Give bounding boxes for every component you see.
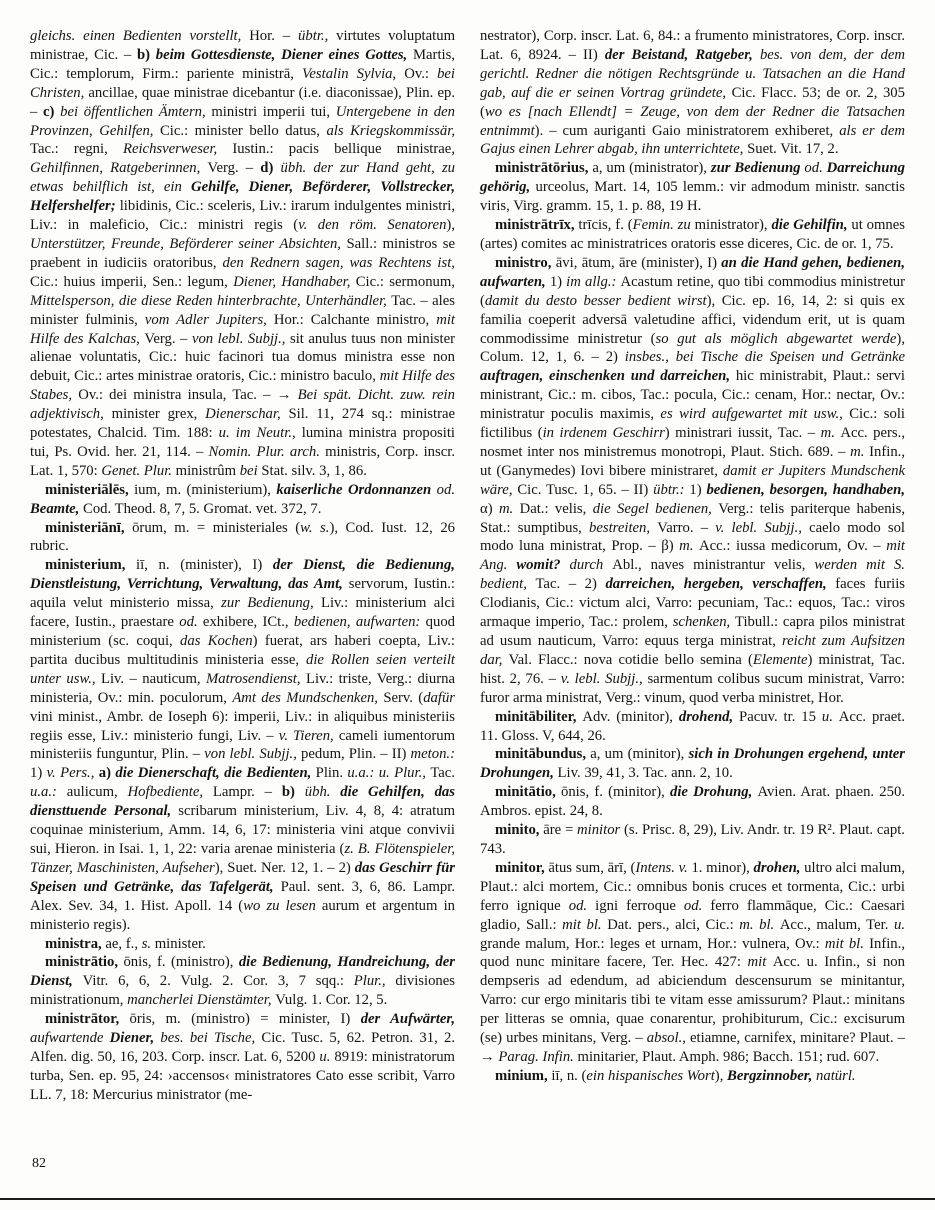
entry-text-segment: Diener, Handhaber, xyxy=(233,273,356,290)
entry-text-segment: schenken, xyxy=(672,614,735,631)
entry-text-segment: Verg. – xyxy=(207,160,261,177)
entry-text-segment: 1) xyxy=(689,481,707,498)
entry-text-segment: ministris, Corp. inscr. Lat. 1, 570: xyxy=(30,443,456,479)
entry-text-segment: urceolus, Mart. 14, 105 lemm.: vir admodum ministr. sanctis viris, Virg. gramm. 15, 1. p. 88, 19 H. xyxy=(480,179,905,215)
entry-text-segment: zur Bedienung xyxy=(710,160,805,177)
entry-text-segment: Cod. Theod. 8, 7, 5. Gromat. vet. 372, 7. xyxy=(83,500,322,517)
entry-text-segment: ein hispanisches Wort xyxy=(586,1067,715,1084)
entry-text-segment: Amt des Mundschenken, xyxy=(232,689,384,706)
entry-text-segment: Tac. – ales minister fulminis, xyxy=(30,292,455,328)
entry-text-segment: aulicum, xyxy=(66,784,128,801)
entry-text-segment: faces furiis Clodianis, Cic.: victum alci, Varro: pecuniam, Tac.: equos, Tac.: viros armaque imperio, Tac.: prolem, xyxy=(480,576,906,631)
entry-text-segment: übh. xyxy=(304,784,341,801)
entry-text-segment: die Dienerschaft, die Bedienten, xyxy=(115,765,316,782)
entry-text-segment: ancillae, quae ministrae dicebantur (i.e. diaconissae), Plin. ep. – xyxy=(30,84,455,120)
entry-text-segment: od. xyxy=(568,897,596,914)
entry-text-segment: u. xyxy=(893,916,905,933)
entry-text-segment: Tac.: regni, xyxy=(30,141,123,158)
entry-text-segment: ferro flammāque, Cic.: Caesari gladio, Sall.: xyxy=(480,897,906,933)
entry-text-segment: Genet. Plur. xyxy=(101,462,176,479)
entry-text-segment: Dienerschar, xyxy=(205,406,289,423)
entry-text-segment: der Dienst, die Bedienung, Dienstleistung, Verrichtung, Verwaltung, das Amt, xyxy=(30,557,455,593)
entry-text-segment: Cic. Tusc. 5, 62. Petron. 31, 2. Alfen. dig. 50, 16, 203. Corp. inscr. Lat. 6, 5200 xyxy=(30,1030,456,1065)
entry-text-segment: v. Tieren, xyxy=(278,727,339,744)
entry-text-segment: das Geschirr für Speisen und Getränke, das Tafelgerät, xyxy=(30,859,455,895)
dictionary-entry xyxy=(480,27,905,159)
entry-text-segment: Vestalin Sylvia, xyxy=(302,65,405,82)
entry-text-segment: minitātio, xyxy=(495,784,561,801)
entry-text-segment: āre = xyxy=(543,822,577,839)
entry-text-segment: ministrator), xyxy=(694,217,772,234)
entry-text-segment: 1) xyxy=(549,273,567,290)
page-number: 82 xyxy=(32,1156,46,1171)
entry-text-segment: Adv. (minitor), xyxy=(582,708,679,725)
entry-text-segment: Diener, xyxy=(109,1030,161,1047)
entry-text-segment: Cic.: minister bello datus, xyxy=(160,122,327,139)
entry-text-segment: Abl., naves ministrantur velis, xyxy=(612,557,815,574)
entry-text-segment: Unterstützer, Freunde, Beförderer seiner Absichten, xyxy=(30,235,347,252)
entry-text-segment: Verg. – xyxy=(144,330,192,347)
entry-text-segment: sich in Drohungen ergehend, unter Drohungen, xyxy=(480,746,905,782)
entry-text-segment: Vulg. 1. Cor. 12, 5. xyxy=(275,992,388,1009)
entry-text-segment: trīcis, f. ( xyxy=(578,217,633,234)
entry-text-segment: m. xyxy=(498,500,520,517)
entry-text-segment: aufwartende xyxy=(30,1030,110,1047)
entry-text-segment: ) ministrat, Tac. hist. 2, 76. – xyxy=(480,651,906,687)
entry-text-segment: ), Cod. Iust. 12, 26 rubric. xyxy=(30,519,456,555)
entry-text-segment: od. xyxy=(179,614,203,631)
entry-text-segment: minitābundus, xyxy=(495,746,591,763)
entry-text-segment: Parag. Infin. xyxy=(498,1048,578,1065)
entry-text-segment: bes. von dem, der dem gerichtl. Redner die nötigen Rechtsgründe u. Tatsachen an die Hand gab, auf die er seinen Vortrag gründete, xyxy=(480,46,905,101)
entry-text-segment: Acc.: iussa medicorum, Ov. – xyxy=(699,538,887,555)
entry-text-segment: kaiserliche Ordonnanzen xyxy=(276,481,437,498)
entry-text-segment: a) xyxy=(98,765,116,782)
entry-text-segment: ministrātōrius, xyxy=(495,160,593,177)
entry-text-segment: Matrosendienst, xyxy=(206,670,306,687)
entry-text-segment: ātus sum, ārī, ( xyxy=(548,859,636,876)
entry-text-segment: Serv. ( xyxy=(383,689,424,706)
entry-text-segment: Liv.: ministerium alci facere, Iustin., praestare xyxy=(30,595,455,631)
entry-text-segment: die Segel bedienen, xyxy=(592,500,719,517)
entry-text-segment: vom Adler Jupiters, xyxy=(144,311,274,328)
entry-text-segment: Beamte, xyxy=(30,500,84,517)
entry-text-segment: so gut als möglich abgewartet werde xyxy=(655,330,897,347)
entry-text-segment: Acc. u. Infin., si non dempseris ad edendum, ad abiciendum descensurum se minitantur, Varro: cur ergo minitaris tibi te vitam esse amissurum? Plaut.: minitans per litteras se omnia, quae conarentur, prohibiturum, Cic.: excisurum (se) urbes minitans, Verg. – xyxy=(480,954,905,1047)
entry-text-segment: minitarier, Plaut. Amph. 986; Bacch. 151; rud. 607. xyxy=(577,1048,880,1065)
entry-text-segment: Femin. zu xyxy=(632,217,695,234)
dictionary-entry xyxy=(480,859,905,1067)
entry-text-segment: im allg.: xyxy=(566,273,621,290)
entry-text-segment: m. bl. xyxy=(739,916,780,933)
entry-text-segment: a, um (minitor), xyxy=(590,746,689,763)
entry-text-segment: sit anulus tuus non minister alienae voluntatis, Cic.: huic facinori tua domus ministra esse non debuit, Cic.: artes ministrae oratoris, Cic.: ministro baculo, xyxy=(30,330,455,385)
entry-text-segment: ōnis, f. (minitor), xyxy=(560,784,670,801)
entry-text-segment: Infin., ut (Ganymedes) Iovi bibere ministraret, xyxy=(480,443,906,479)
dictionary-entry xyxy=(480,708,905,746)
entry-text-segment: Stat. silv. 3, 1, 86. xyxy=(261,462,367,479)
entry-text-segment: an die Hand gehen, bedienen, aufwarten, xyxy=(480,254,905,290)
entry-text-segment: meton.: xyxy=(410,746,455,763)
entry-text-segment: beim Gottesdienste, Diener eines Gottes, xyxy=(155,46,413,63)
entry-text-segment: es wird aufgewartet mit usw., xyxy=(660,406,850,423)
dictionary-entry xyxy=(480,159,905,216)
dictionary-entry xyxy=(30,953,455,1010)
entry-text-segment: Verg.: telis pariterque habenis, Stat.: sumptibus, xyxy=(480,500,906,536)
dictionary-entry xyxy=(30,27,455,481)
entry-text-segment: Tac. – 2) xyxy=(535,576,606,593)
entry-text-segment: der Aufwärter, xyxy=(360,1011,455,1028)
entry-text-segment: Reichsverweser, xyxy=(122,141,233,158)
entry-text-segment: Liv.: triste, Verg.: diurna ministeria, Ov.: min. poculorum, xyxy=(30,670,455,706)
entry-text-segment: Ov.: xyxy=(404,65,438,82)
entry-text-segment: v. den röm. Senatoren xyxy=(298,217,447,234)
entry-text-segment: reicht zum Aufsitzen dar, xyxy=(480,633,905,668)
entry-text-segment: sarmentum colibus sucum ministrat, Varro: furor arma ministrat, Verg.: vinum, quod verba ministret, Hor. xyxy=(480,670,905,706)
entry-text-segment: w. s. xyxy=(300,519,330,536)
entry-text-segment: Val. Flacc.: nova cotidie bello semina ( xyxy=(508,651,753,668)
entry-text-segment: ), Cic. ep. 16, 14, 2: si quis ex familia coeperit adversā valetudine affici, videndum erit, ut is quam commodissime ministretur ( xyxy=(480,292,906,347)
entry-text-segment: ). – cum auriganti Gaio ministratorem exhiberet, xyxy=(534,122,840,139)
entry-text-segment: ōrum, m. = ministeriales ( xyxy=(132,519,301,536)
entry-text-segment: Ov.: dei ministra insula, Tac. – → xyxy=(78,387,298,404)
dictionary-entry xyxy=(480,821,905,859)
entry-text-segment: insbes., bei Tische die Speisen und Getränke xyxy=(624,349,905,366)
entry-text-segment: minitor xyxy=(577,822,625,839)
entry-text-segment: ōnis, f. (ministro), xyxy=(123,954,239,971)
entry-text-segment: iī, n. (minister), I) xyxy=(136,557,273,574)
entry-text-segment: Acc. praet. 11. Gloss. V, 644, 26. xyxy=(480,708,906,744)
entry-text-segment: v. Pers., xyxy=(46,765,99,782)
entry-text-segment: Tibull.: capra pilos ministrat ad usum nauticum, Varro: equus terga ministrat, xyxy=(480,614,905,649)
entry-text-segment: servorum, Iustin.: aquila velut ministerio missa, xyxy=(30,576,455,612)
entry-text-segment: die Gehilfin, xyxy=(771,217,852,234)
entry-text-segment: ium, m. (ministerium), xyxy=(134,481,277,498)
entry-text-segment: als Kriegskommissär, xyxy=(326,122,455,139)
entry-text-segment: ministeriānī, xyxy=(45,519,133,536)
entry-text-segment: Plin. xyxy=(315,765,348,782)
entry-text-segment: zur Bedienung, xyxy=(221,595,321,612)
entry-text-segment: die Gehilfen, das diensttuende Personal, xyxy=(30,784,455,820)
entry-text-segment: vini minist., Ambr. de Ioseph 6): imperii, Liv.: in aliquibus ministeriis regiis esse, Liv.: ministerio fungi, Liv. – xyxy=(30,708,455,744)
entry-text-segment: bestreiten, xyxy=(589,519,658,536)
entry-text-segment: von lebl. Subjj., xyxy=(191,330,290,347)
entry-text-segment: natürl. xyxy=(816,1067,856,1084)
entry-text-segment: igni ferroque xyxy=(595,897,684,914)
entry-text-segment: mit xyxy=(747,954,773,971)
entry-text-segment: mit Ang. xyxy=(480,538,905,574)
entry-text-segment: etiamne, carnifex, minitare? Plaut. – → xyxy=(480,1030,905,1065)
entry-text-segment: drohend, xyxy=(678,708,740,725)
entry-text-segment: Sil. 11, 274 sq.: ministrae potestates, Chalcid. Tim. 188: xyxy=(30,406,456,442)
dictionary-entry xyxy=(30,481,455,519)
entry-text-segment: ministrātio, xyxy=(45,954,124,971)
dictionary-entry xyxy=(30,519,455,557)
entry-text-segment: ) fuerat, ars haberi coepta, Liv.: partita ducibus multitudinis ministeria esse, xyxy=(30,633,456,668)
entry-text-segment: Liv. – nauticum, xyxy=(100,670,207,687)
entry-text-segment: in irdenem Geschirr xyxy=(542,425,665,442)
entry-text-segment: ) ministrari iussit, Tac. – xyxy=(664,425,821,442)
entry-text-segment: od. xyxy=(436,481,455,498)
entry-text-segment: 1. minor), xyxy=(691,859,754,876)
entry-text-segment: ministrātor, xyxy=(45,1011,130,1028)
entry-text-segment: Gehilfe, Diener, Beförderer, Vollstrecker, Helfershelfer; xyxy=(30,179,455,215)
entry-text-segment: minito, xyxy=(495,822,544,839)
entry-text-segment: b) xyxy=(281,784,305,801)
entry-text-segment: u. xyxy=(821,708,839,725)
entry-text-segment: s. xyxy=(141,935,155,952)
entry-text-segment: Sall.: ministros se praebent in iudiciis oratoribus, xyxy=(30,235,455,271)
dictionary-entry xyxy=(480,216,905,254)
entry-text-segment: caelo modo sol modo luna ministrat, Prop. – β) xyxy=(480,519,905,555)
entry-text-segment: bedienen, aufwarten: xyxy=(293,614,426,631)
entry-text-segment: ), Suet. Ner. 12, 1. – 2) xyxy=(214,859,355,876)
entry-text-segment: durch xyxy=(569,557,613,574)
entry-text-segment: cameli iumentorum ministeriis funguntur, Plin. – xyxy=(30,727,455,763)
entry-text-segment: Iustin.: pacis bellique ministrae, xyxy=(232,141,455,158)
entry-text-segment: lumina ministra propositi tui, Ps. Ovid. her. 21, 114. – xyxy=(30,425,456,460)
entry-text-segment: ), xyxy=(714,1067,728,1084)
entry-text-segment: aurum et argentum in ministerio regis). xyxy=(30,897,455,933)
entry-text-segment: virtutes voluptatum ministrae, Cic. – xyxy=(30,28,455,63)
entry-text-segment: d) xyxy=(260,160,281,177)
dictionary-entry xyxy=(30,935,455,954)
dictionary-entry xyxy=(480,783,905,821)
entry-text-segment: mit bl. xyxy=(824,935,870,952)
entry-text-segment: Tac. xyxy=(430,765,455,782)
entry-text-segment: c) xyxy=(43,103,61,120)
entry-text-segment: ministerium, xyxy=(45,557,137,574)
entry-text-segment: bedienen, besorgen, handhaben, xyxy=(706,481,905,498)
entry-text-segment: Nomin. Plur. arch. xyxy=(208,443,326,460)
entry-text-segment: Gehilfinnen, Ratgeberinnen, xyxy=(30,160,208,177)
entry-text-segment: Hor.: Calchante ministro, xyxy=(273,311,437,328)
entry-text-segment: die Drohung, xyxy=(670,784,758,801)
entry-text-segment: ministro, xyxy=(495,254,556,271)
entry-text-segment: z. B. Flötenspieler, Tänzer, Maschinisten, Aufseher xyxy=(30,840,455,876)
entry-text-segment: 8919: ministratorum turba, Sen. ep. 95, 24: ›accensos‹ ministratores Cato esse scribit, Varro LL. 7, 18: Mercurius ministrator (me- xyxy=(30,1048,455,1103)
entry-text-segment: Intens. v. xyxy=(635,859,692,876)
entry-text-segment: u.a.: u. Plur., xyxy=(347,765,431,782)
entry-text-segment: wo zu lesen xyxy=(243,897,322,914)
entry-text-segment: 1) xyxy=(30,765,47,782)
entry-text-segment: übh. der zur Hand geht, zu etwas behilflich ist, ein xyxy=(30,160,456,196)
entry-text-segment: nestrator), Corp. inscr. Lat. 6, 84.: a frumento ministratores, Corp. inscr. Lat. 6, 8924. – II) xyxy=(480,28,905,63)
entry-text-segment: Elemente xyxy=(752,651,808,668)
entry-text-segment: absol., xyxy=(646,1030,691,1047)
dictionary-entry xyxy=(480,1067,905,1086)
entry-text-segment: Cic.: huius imperii, Sen.: legum, xyxy=(30,273,234,290)
entry-text-segment: Varro. – xyxy=(657,519,716,536)
left-column xyxy=(30,27,455,1105)
entry-text-segment: die Bedienung, Handreichung, der Dienst, xyxy=(30,954,455,990)
entry-text-segment: Untergebene in den Provinzen, Gehilfen, xyxy=(30,103,455,139)
entry-text-segment: werden mit S. bedient, xyxy=(480,557,905,593)
entry-text-segment: drohen, xyxy=(753,859,805,876)
entry-text-segment: ), xyxy=(446,217,455,234)
entry-text-segment: u. xyxy=(319,1048,335,1065)
entry-text-segment: grande malum, Hor.: leges et urnam, Hor.: vulnera, Ov.: xyxy=(480,935,825,952)
entry-text-segment: m. xyxy=(820,425,841,442)
entry-text-segment: womit? xyxy=(516,557,570,574)
entry-text-segment: u.a.: xyxy=(30,784,67,801)
entry-text-segment: mancherlei Dienstämter, xyxy=(127,992,276,1009)
entry-text-segment: Mittelsperson, die diese Reden hinterbrachte, Unterhändler, xyxy=(30,292,392,309)
entry-text-segment: ministri imperii tui, xyxy=(211,103,336,120)
entry-text-segment: Vitr. 6, 6, 2. Vulg. 2. Cor. 3, 7 sqq.: xyxy=(82,973,354,990)
entry-text-segment: bes. bei Tische, xyxy=(160,1030,262,1047)
entry-text-segment: ministrûm xyxy=(175,462,240,479)
entry-text-segment: Acastum retine, quo tibi commodius ministretur ( xyxy=(480,273,905,309)
dictionary-entry xyxy=(480,745,905,783)
entry-text-segment: bei Christen, xyxy=(30,65,456,101)
entry-text-segment: hic ministrabit, Plaut.: servi ministrant, Cic.: m. cibos, Tac.: pocula, Cic.: cenam, Hor.: nectar, Ov.: ministratur poculis maximis, xyxy=(480,368,905,423)
entry-text-segment: ), Colum. 12, 1, 6. – 2) xyxy=(480,330,905,366)
entry-text-segment: von lebl. Subjj., xyxy=(204,746,302,763)
entry-text-segment: Cic.: soli fictilibus ( xyxy=(480,406,906,442)
entry-text-segment: od. xyxy=(683,897,711,914)
entry-text-segment: Dat. pers., alci, Cic.: xyxy=(607,916,740,933)
entry-text-segment: Plur., xyxy=(353,973,396,990)
entry-text-segment: als er dem Gajus einen Lehrer abgab, ihn unterrichtete, xyxy=(480,122,905,158)
entry-text-segment: mit Hilfe des Stabes, xyxy=(30,368,455,404)
entry-text-segment: pedum, Plin. – II) xyxy=(301,746,411,763)
entry-text-segment: a, um (ministrator), xyxy=(592,160,711,177)
entry-text-segment: minium, xyxy=(495,1067,552,1084)
entry-text-segment: ut omnes (artes) comites ac ministratrices oratoris esse diceres, Cic. de or. 1, 75. xyxy=(480,217,905,252)
entry-text-segment: Lampr. – xyxy=(212,784,282,801)
entry-text-segment: dafür xyxy=(423,689,456,706)
entry-text-segment: v. lebl. Subjj., xyxy=(715,519,810,536)
dictionary-entry xyxy=(30,556,455,934)
dictionary-entry xyxy=(480,254,905,708)
entry-text-segment: Martis, Cic.: templorum, Firm.: pariente ministrā, xyxy=(30,46,455,82)
entry-text-segment: Infin., quod nunc minitare facere, Ter. Hec. 427: xyxy=(480,935,905,971)
entry-text-segment: α) xyxy=(480,500,499,517)
entry-text-segment: ae, f., xyxy=(105,935,142,952)
entry-text-segment: ministeriālēs, xyxy=(45,481,135,498)
entry-text-segment: libidinis, Cic.: sceleris, Liv.: irarum indulgentes ministri, Liv.: in maleficio, Cic.: ministri regis ( xyxy=(30,198,455,234)
entry-text-segment: Cic.: sermonum, xyxy=(355,273,455,290)
entry-text-segment: übtr.: xyxy=(653,481,690,498)
entry-text-segment: Bergzinnober, xyxy=(727,1067,817,1084)
entry-text-segment: b) xyxy=(136,46,156,63)
entry-text-segment: Cic. Flacc. 53; de or. 2, 305 ( xyxy=(480,84,905,120)
entry-text-segment: gleichs. einen Bedienten vorstellt, xyxy=(30,28,250,44)
entry-text-segment: Pacuv. tr. 15 xyxy=(739,708,822,725)
entry-text-segment: iī, n. ( xyxy=(551,1067,587,1084)
entry-text-segment: mit Hilfe des Kalchas, xyxy=(30,311,456,347)
entry-text-segment: damit er Jupiters Mundschenk wäre, xyxy=(480,462,905,498)
entry-text-segment: od. xyxy=(804,160,827,177)
entry-text-segment: scribarum ministerium, Liv. 4, 8, 4: atratum coquinae ministerium, Amm. 14, 6, 17: ministeria vini atque convivii sui, Hieron. in Isai. 1, 1, 22: varia arenae ministeria ( xyxy=(30,803,455,857)
entry-text-segment: quod ministerium (sc. coqui, xyxy=(30,614,455,649)
entry-text-segment: damit du desto besser bedient wirst xyxy=(484,292,707,309)
entry-text-segment: Darreichung gehörig, xyxy=(480,160,905,196)
entry-text-segment: exhibere, ICt., xyxy=(202,614,294,631)
entry-text-segment: mit bl. xyxy=(562,916,608,933)
entry-text-segment: Liv. 39, 41, 3. Tac. ann. 2, 10. xyxy=(557,765,733,782)
bottom-scan-edge-rule xyxy=(0,1198,935,1200)
entry-text-segment: bei öffentlichen Ämtern, xyxy=(60,103,212,120)
entry-text-segment: Acc. pers., nosmet inter nos ministremus monotropi, Plaut. Stich. 689. – xyxy=(480,425,905,460)
entry-text-segment: m. xyxy=(850,443,870,460)
entry-text-segment: Paul. sent. 3, 6, 86. Lampr. Alex. Sev. 34, 1. Hist. Apoll. 14 ( xyxy=(30,878,455,914)
entry-text-segment: u. im Neutr., xyxy=(218,425,302,442)
entry-text-segment: die Rollen seien verteilt unter usw., xyxy=(30,651,455,687)
entry-text-segment: Avien. Arat. phaen. 250. Ambros. epist. 24, 8. xyxy=(480,784,905,820)
entry-text-segment: Dat.: velis, xyxy=(519,500,593,517)
entry-text-segment: ōris, m. (ministro) = minister, I) xyxy=(129,1011,361,1028)
entry-text-segment: āvi, ātum, āre (minister), I) xyxy=(555,254,722,271)
entry-text-segment: der Beistand, Ratgeber, xyxy=(604,46,760,63)
entry-text-segment: Cic. Tusc. 1, 65. – II) xyxy=(517,481,654,498)
entry-text-segment: auftragen, einschenken und darreichen, xyxy=(480,368,736,385)
entry-text-segment: Bei spät. Dicht. zuw. rein adjektivisch, xyxy=(30,387,455,423)
entry-text-segment: Hofbediente, xyxy=(127,784,213,801)
entry-text-segment: minitor, xyxy=(495,859,549,876)
entry-text-segment: m. xyxy=(679,538,700,555)
entry-text-segment: Acc., malum, Ter. xyxy=(779,916,894,933)
entry-text-segment: ministrātrīx, xyxy=(495,217,579,234)
entry-text-segment: das Kochen xyxy=(180,633,253,649)
entry-text-segment: (s. Prisc. 8, 29), Liv. Andr. tr. 19 R². Plaut. capt. 743. xyxy=(480,822,905,857)
dictionary-entry xyxy=(30,1010,455,1105)
two-column-text-block xyxy=(30,27,905,1105)
entry-text-segment: divisiones ministrationum, xyxy=(30,973,455,1009)
entry-text-segment: ultro alci malum, Plaut.: alci mortem, Cic.: omnibus bonis cruces et tormenta, Cic.: urbi ferro ignique xyxy=(480,859,905,914)
entry-text-segment: bei xyxy=(239,462,262,479)
entry-text-segment: wo es [nach Ellendt] = Zeuge, von dem der Redner die Tatsachen entnimmt xyxy=(480,103,905,139)
entry-text-segment: Hor. – xyxy=(249,28,299,44)
right-column xyxy=(480,27,905,1105)
entry-text-segment: minitābiliter, xyxy=(495,708,583,725)
entry-text-segment: Suet. Vit. 17, 2. xyxy=(747,141,839,158)
entry-text-segment: v. lebl. Subjj., xyxy=(560,670,648,687)
entry-text-segment: darreichen, hergeben, verschaffen, xyxy=(605,576,836,593)
entry-text-segment: minister. xyxy=(154,935,206,952)
entry-text-segment: ministra, xyxy=(45,935,106,952)
entry-text-segment: den Rednern sagen, was Rechtens ist, xyxy=(222,254,455,271)
entry-text-segment: minister grex, xyxy=(111,406,206,423)
entry-text-segment: übtr., xyxy=(298,28,337,44)
